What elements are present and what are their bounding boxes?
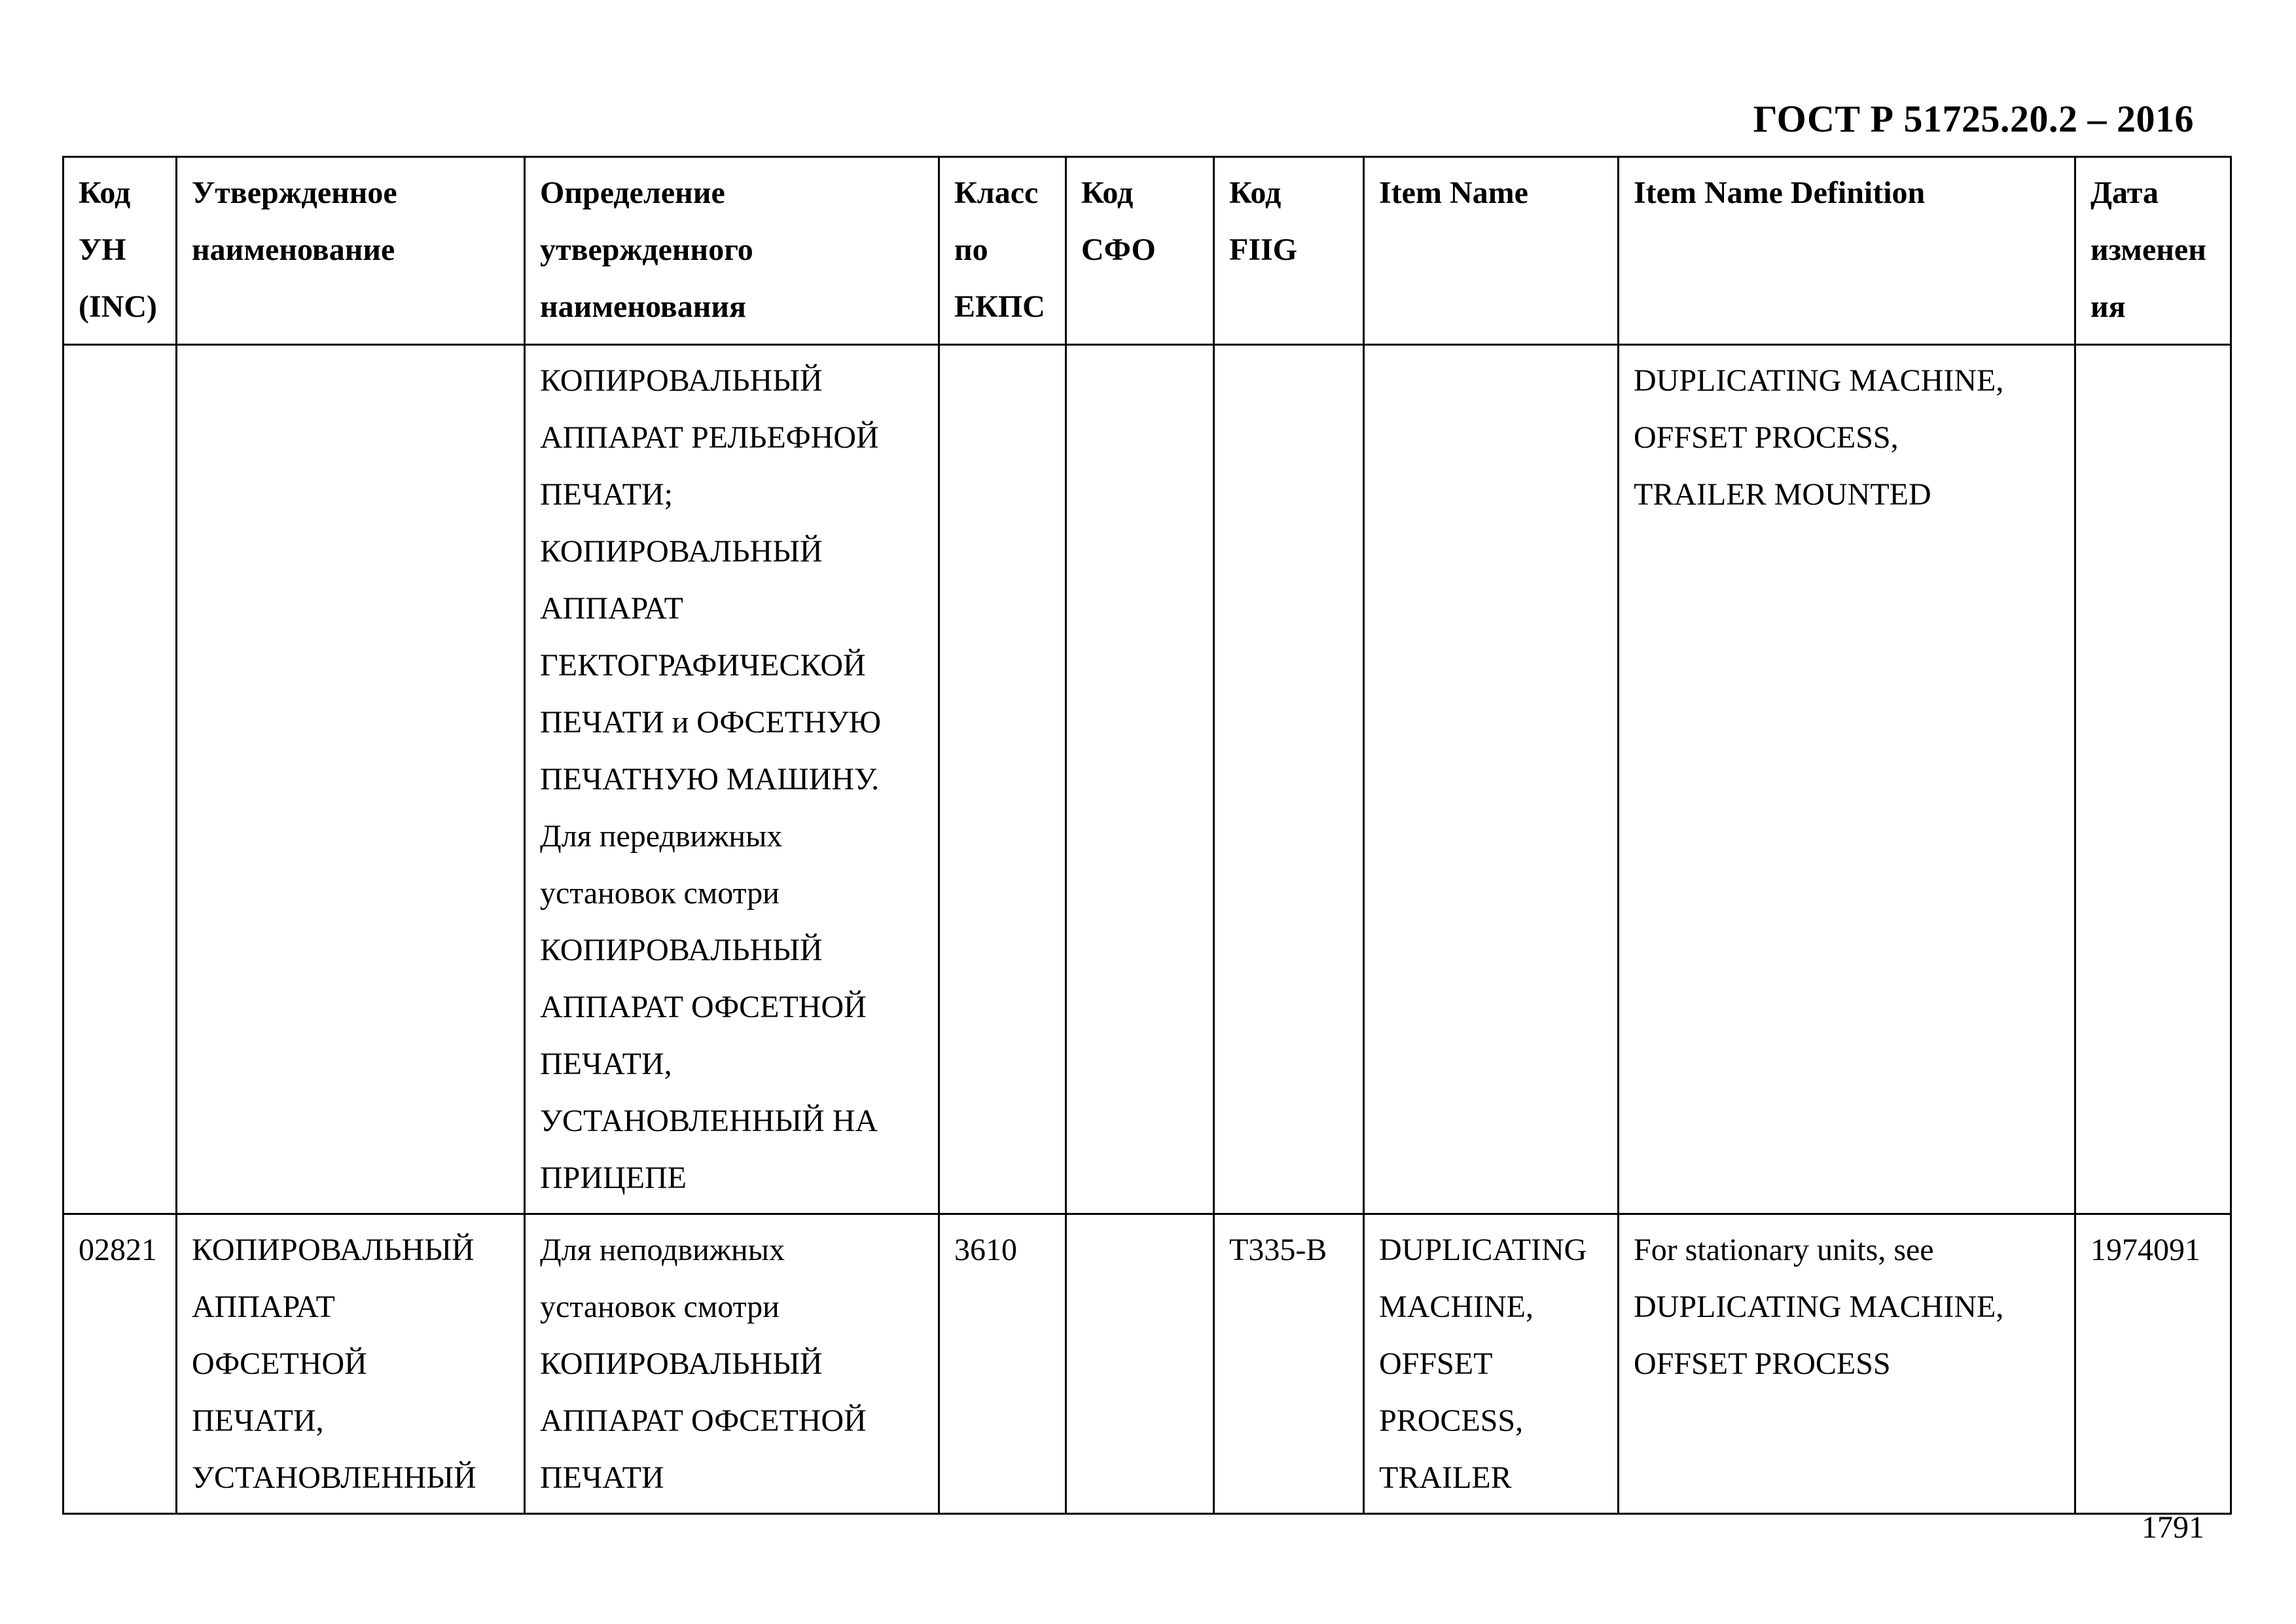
header-item-name: Item Name (1364, 157, 1619, 345)
cell-item-name-definition: DUPLICATING MACHINE, OFFSET PROCESS, TRAILER MOUNTED (1619, 345, 2075, 1214)
page-number: 1791 (2142, 1510, 2204, 1545)
cell-sfo-code (1066, 1214, 1214, 1514)
cell-fiig-code: T335-B (1214, 1214, 1364, 1514)
cell-change-date (2075, 345, 2231, 1214)
table-row (63, 345, 2231, 1214)
cell-definition: КОПИРОВАЛЬНЫЙ АППАРАТ РЕЛЬЕФНОЙ ПЕЧАТИ; КОПИРОВАЛЬНЫЙ АППАРАТ ГЕКТОГРАФИЧЕСКОЙ ПЕЧАТИ и ОФСЕТНУЮ ПЕЧАТНУЮ МАШИНУ. Для передвижных установок смотри КОПИРОВАЛЬНЫЙ АППАРАТ ОФСЕТНОЙ ПЕЧАТИ, УСТАНОВЛЕННЫЙ НА ПРИЦЕПЕ (525, 345, 939, 1214)
cell-approved-name (177, 345, 525, 1214)
header-sfo-code: Код СФО (1066, 157, 1214, 345)
table-header-row (63, 157, 2231, 345)
document-standard-title: ГОСТ Р 51725.20.2 – 2016 (1753, 98, 2194, 140)
cell-item-name-definition: For stationary units, see DUPLICATING MACHINE, OFFSET PROCESS (1619, 1214, 2075, 1514)
header-ekps-class: Класс по ЕКПС (939, 157, 1066, 345)
header-fiig-code: Код FIIG (1214, 157, 1364, 345)
cell-inc (63, 345, 177, 1214)
cell-fiig-code (1214, 345, 1364, 1214)
cell-inc: 02821 (63, 1214, 177, 1514)
cell-sfo-code (1066, 345, 1214, 1214)
header-item-name-definition: Item Name Definition (1619, 157, 2075, 345)
cell-item-name (1364, 345, 1619, 1214)
cell-change-date: 1974091 (2075, 1214, 2231, 1514)
header-definition: Определение утвержденного наименования (525, 157, 939, 345)
cell-item-name: DUPLICATING MACHINE, OFFSET PROCESS, TRAILER (1364, 1214, 1619, 1514)
cell-ekps-class: 3610 (939, 1214, 1066, 1514)
header-change-date: Дата изменен ия (2075, 157, 2231, 345)
header-inc: Код УН (INC) (63, 157, 177, 345)
nomenclature-table (62, 156, 2232, 1515)
cell-definition: Для неподвижных установок смотри КОПИРОВАЛЬНЫЙ АППАРАТ ОФСЕТНОЙ ПЕЧАТИ (525, 1214, 939, 1514)
table-row (63, 1214, 2231, 1514)
cell-approved-name: КОПИРОВАЛЬНЫЙ АППАРАТ ОФСЕТНОЙ ПЕЧАТИ, УСТАНОВЛЕННЫЙ (177, 1214, 525, 1514)
cell-ekps-class (939, 345, 1066, 1214)
header-approved-name: Утвержденное наименование (177, 157, 525, 345)
